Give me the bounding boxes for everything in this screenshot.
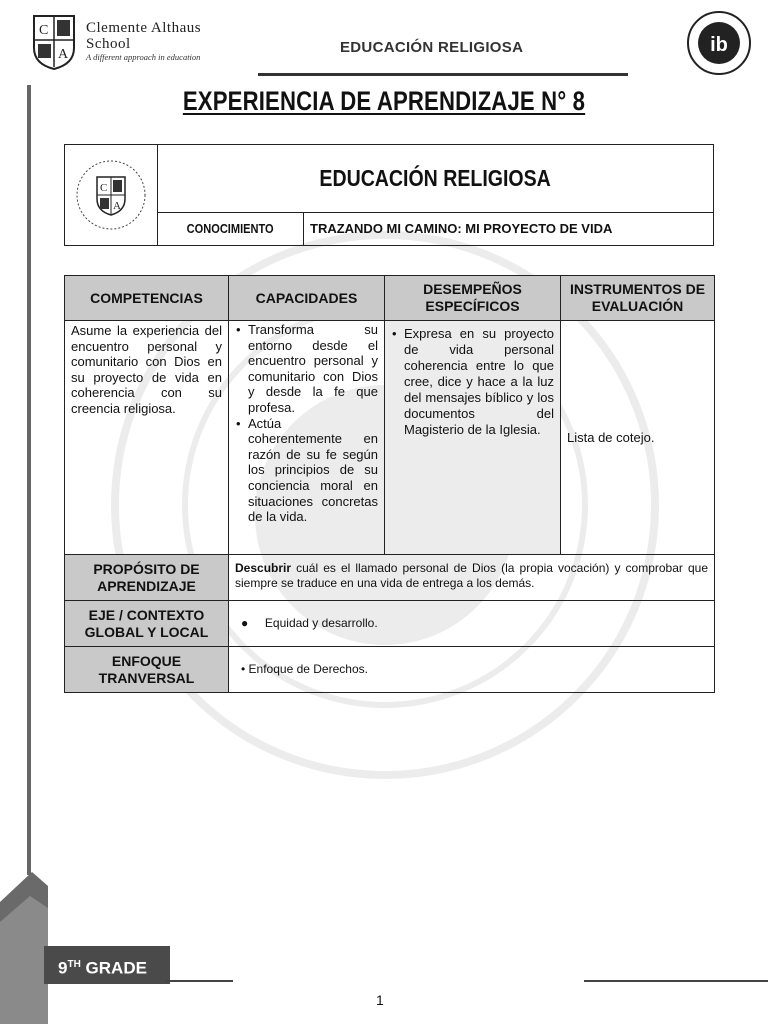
- header-competencias: COMPETENCIAS: [65, 276, 229, 321]
- left-rail: [27, 85, 31, 875]
- page-number: 1: [376, 992, 384, 1008]
- table-header-row: [65, 276, 715, 321]
- header-subject: EDUCACIÓN RELIGIOSA: [340, 39, 524, 56]
- enfoque-cell: [229, 647, 715, 693]
- proposito-body: cuál es el llamado personal de Dios (la propia vocación) y comprobar que siempre se traduce en una vida de entrega a los demás.: [235, 561, 708, 590]
- proposito-label: PROPÓSITO DE APRENDIZAJE: [65, 555, 229, 601]
- school-name-line2: School: [86, 36, 131, 52]
- school-tagline: A different approach in education: [86, 52, 201, 62]
- enfoque-value: Enfoque de Derechos.: [248, 662, 368, 676]
- ib-world-school-logo-icon: [686, 10, 752, 76]
- eje-label: EJE / CONTEXTO GLOBAL Y LOCAL: [65, 601, 229, 647]
- header-desempenos: DESEMPEÑOS ESPECÍFICOS: [385, 276, 561, 321]
- bullet-icon: ●: [241, 616, 249, 630]
- knowledge-value: TRAZANDO MI CAMINO: MI PROYECTO DE VIDA: [310, 221, 613, 236]
- instrumento-text: Lista de cotejo.: [567, 429, 655, 445]
- info-box: [64, 144, 714, 246]
- competencia-text: Asume la experiencia del encuentro personal y comunitario con Dios en su proyecto de vida en coherencia con su creencia religiosa.: [71, 323, 222, 416]
- enfoque-label: ENFOQUE TRANVERSAL: [65, 647, 229, 693]
- school-name-line1: Clemente Althaus: [86, 20, 202, 36]
- instrumento-cell: [561, 321, 715, 555]
- svg-text:C: C: [39, 23, 49, 38]
- knowledge-label: [157, 212, 304, 245]
- table-row: [65, 647, 715, 693]
- info-logo-cell: [65, 145, 158, 245]
- bullet-icon: •: [241, 662, 246, 676]
- proposito-cell: [229, 555, 715, 601]
- table-row: [65, 555, 715, 601]
- desempenos-cell: [385, 321, 561, 555]
- competencia-cell: [65, 321, 229, 555]
- table-row: [65, 601, 715, 647]
- table-row: [65, 321, 715, 555]
- eje-cell: [229, 601, 715, 647]
- svg-text:C: C: [100, 182, 108, 194]
- svg-text:A: A: [113, 200, 121, 212]
- learning-table: [64, 275, 715, 693]
- capacidades-cell: [229, 321, 385, 555]
- grade-tab-decoration: [0, 872, 48, 1024]
- school-crest-icon: [32, 14, 76, 70]
- proposito-verb: Descubrir: [235, 561, 292, 575]
- proposito-text: [229, 555, 714, 597]
- knowledge-label-text: CONOCIMIENTO: [186, 221, 274, 236]
- svg-text:A: A: [58, 47, 69, 62]
- header-divider: [258, 73, 628, 76]
- eje-value: Equidad y desarrollo.: [264, 616, 378, 630]
- footer-divider-right: [584, 980, 768, 982]
- header-capacidades: CAPACIDADES: [229, 276, 385, 321]
- school-name: [86, 20, 201, 52]
- page-title: EXPERIENCIA DE APRENDIZAJE N° 8: [182, 86, 586, 116]
- info-subject: [157, 145, 713, 213]
- svg-text:ib: ib: [710, 34, 728, 56]
- capacidad-item: • Actúa coherentemente en razón de su fe según los principios de su conciencia moral en situaciones concretas de la vida.: [235, 416, 378, 525]
- grade-suffix: TH: [67, 959, 81, 970]
- grade-word: GRADE: [80, 958, 147, 978]
- grade-number: 9: [58, 958, 68, 978]
- desempeno-item: • Expresa en su proyecto de vida personal coherencia entre lo que cree, dice y hace a la luz del mensajes bíblico y los documentos del Magisterio de la Iglesia.: [391, 326, 554, 438]
- footer-divider-left: [165, 980, 233, 982]
- school-seal-icon: [75, 159, 147, 231]
- grade-badge: [44, 946, 170, 984]
- capacidad-item: • Transforma su entorno desde el encuentro personal y comunitario con Dios y desde la fe que profesa.: [235, 322, 378, 416]
- header-instrumentos: INSTRUMENTOS DE EVALUACIÓN: [561, 276, 715, 321]
- info-subject-text: EDUCACIÓN RELIGIOSA: [319, 165, 551, 191]
